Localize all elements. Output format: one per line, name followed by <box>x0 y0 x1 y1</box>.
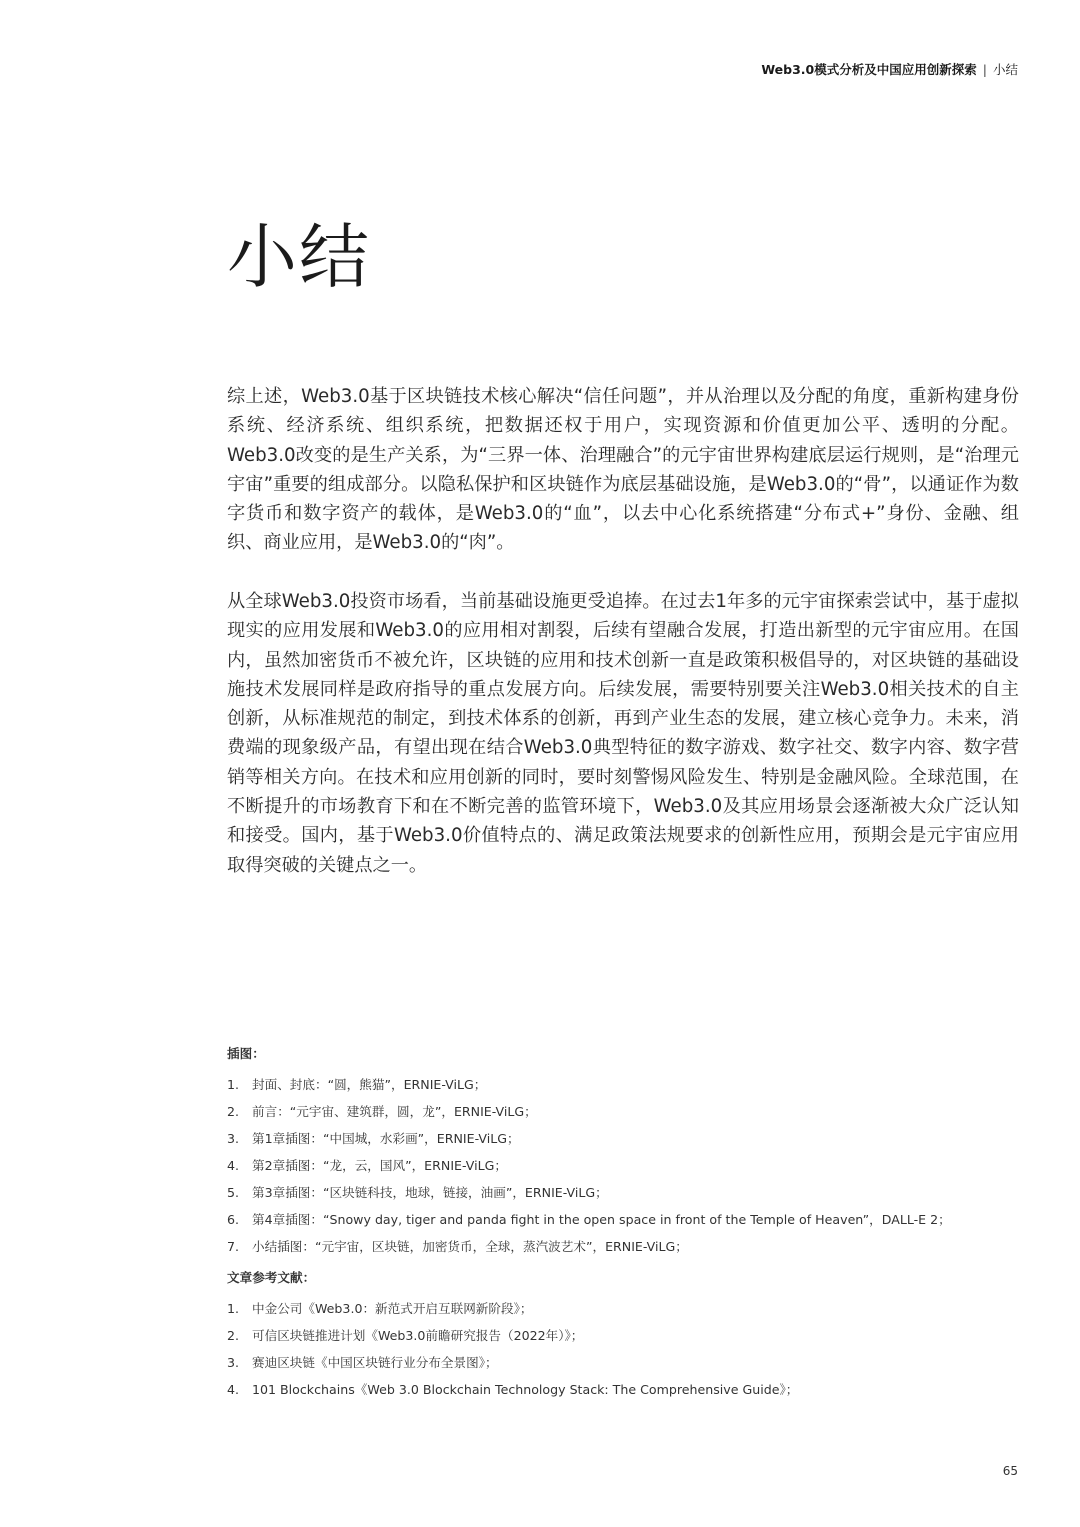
references-list <box>227 1295 1027 1403</box>
list-item-text: 小结插图：“元宇宙，区块链，加密货币，全球，蒸汽波艺术”，ERNIE-ViLG； <box>252 1239 688 1254</box>
list-item-number: 5. <box>227 1185 240 1200</box>
list-item-text: 第3章插图：“区块链科技，地球，链接，油画”，ERNIE-ViLG； <box>252 1185 608 1200</box>
list-item-text: 第1章插图：“中国城，水彩画”，ERNIE-ViLG； <box>252 1131 520 1146</box>
list-item-text: 封面、封底：“圆，熊猫”，ERNIE-ViLG； <box>252 1077 487 1092</box>
list-item-number: 2. <box>227 1104 240 1119</box>
list-item-number: 4. <box>227 1382 240 1397</box>
list-item-text: 第4章插图：“Snowy day, tiger and panda fight in the open space in front of the Temple of Heaven”，DALL-E 2； <box>252 1212 951 1227</box>
list-item-number: 1. <box>227 1077 240 1092</box>
list-item-number: 3. <box>227 1131 240 1146</box>
list-item-text: 可信区块链推进计划《Web3.0前瞻研究报告（2022年）》； <box>252 1328 584 1343</box>
header-section-name: 小结 <box>992 62 1018 77</box>
list-item <box>227 1152 1027 1179</box>
list-item <box>227 1233 1027 1260</box>
list-item-number: 7. <box>227 1239 240 1254</box>
references-section <box>227 1268 1027 1403</box>
list-item-number: 2. <box>227 1328 240 1343</box>
list-item <box>227 1322 1027 1349</box>
list-item-text: 101 Blockchains《Web 3.0 Blockchain Technology Stack: The Comprehensive Guide》； <box>252 1382 799 1397</box>
running-header <box>761 60 1018 78</box>
list-item-text: 赛迪区块链《中国区块链行业分布全景图》； <box>252 1355 498 1370</box>
list-item <box>227 1206 1027 1233</box>
header-report-title: Web3.0模式分析及中国应用创新探索 <box>761 62 977 77</box>
list-item-number: 1. <box>227 1301 240 1316</box>
list-item <box>227 1125 1027 1152</box>
list-item-text: 第2章插图：“龙，云，国风”，ERNIE-ViLG； <box>252 1158 507 1173</box>
page-title: 小结 <box>227 216 371 298</box>
body-paragraph-1: 综上述，Web3.0基于区块链技术核心解决“信任问题”，并从治理以及分配的角度，重新构建身份系统、经济系统、组织系统，把数据还权于用户，实现资源和价值更加公平、透明的分配。Web3.0改变的是生产关系，为“三界一体、治理融合”的元宇宙世界构建底层运行规则，是“治理元宇宙”重要的组成部分。以隐私保护和区块链作为底层基础设施，是Web3.0的“骨”，以通证作为数字货币和数字资产的载体，是Web3.0的“血”，以去中心化系统搭建“分布式+”身份、金融、组织、商业应用，是Web3.0的“肉”。 <box>227 386 1019 554</box>
list-item <box>227 1179 1027 1206</box>
list-item <box>227 1071 1027 1098</box>
list-item-number: 3. <box>227 1355 240 1370</box>
list-item <box>227 1376 1027 1403</box>
illustrations-heading: 插图： <box>227 1046 265 1061</box>
header-separator: | <box>982 62 987 77</box>
list-item <box>227 1098 1027 1125</box>
illustrations-list <box>227 1071 1027 1260</box>
page-number: 65 <box>1002 1464 1018 1478</box>
list-item-number: 6. <box>227 1212 240 1227</box>
body-paragraph-2: 从全球Web3.0投资市场看，当前基础设施更受追捧。在过去1年多的元宇宙探索尝试中，基于虚拟现实的应用发展和Web3.0的应用相对割裂，后续有望融合发展，打造出新型的元宇宙应用。在国内，虽然加密货币不被允许，区块链的应用和技术创新一直是政策积极倡导的，对区块链的基础设施技术发展同样是政府指导的重点发展方向。后续发展，需要特别要关注Web3.0相关技术的自主创新，从标准规范的制定，到技术体系的创新，再到产业生态的发展，建立核心竞争力。未来，消费端的现象级产品，有望出现在结合Web3.0典型特征的数字游戏、数字社交、数字内容、数字营销等相关方向。在技术和应用创新的同时，要时刻警惕风险发生、特别是金融风险。全球范围，在不断提升的市场教育下和在不断完善的监管环境下，Web3.0及其应用场景会逐渐被大众广泛认知和接受。国内，基于Web3.0价值特点的、满足政策法规要求的创新性应用，预期会是元宇宙应用取得突破的关键点之一。 <box>227 591 1019 876</box>
illustrations-section <box>227 1044 1027 1260</box>
list-item <box>227 1349 1027 1376</box>
list-item-text: 前言：“元宇宙、建筑群，圆，龙”，ERNIE-ViLG； <box>252 1104 537 1119</box>
list-item-number: 4. <box>227 1158 240 1173</box>
list-item-text: 中金公司《Web3.0：新范式开启互联网新阶段》； <box>252 1301 533 1316</box>
list-item <box>227 1295 1027 1322</box>
references-heading: 文章参考文献： <box>227 1270 316 1285</box>
